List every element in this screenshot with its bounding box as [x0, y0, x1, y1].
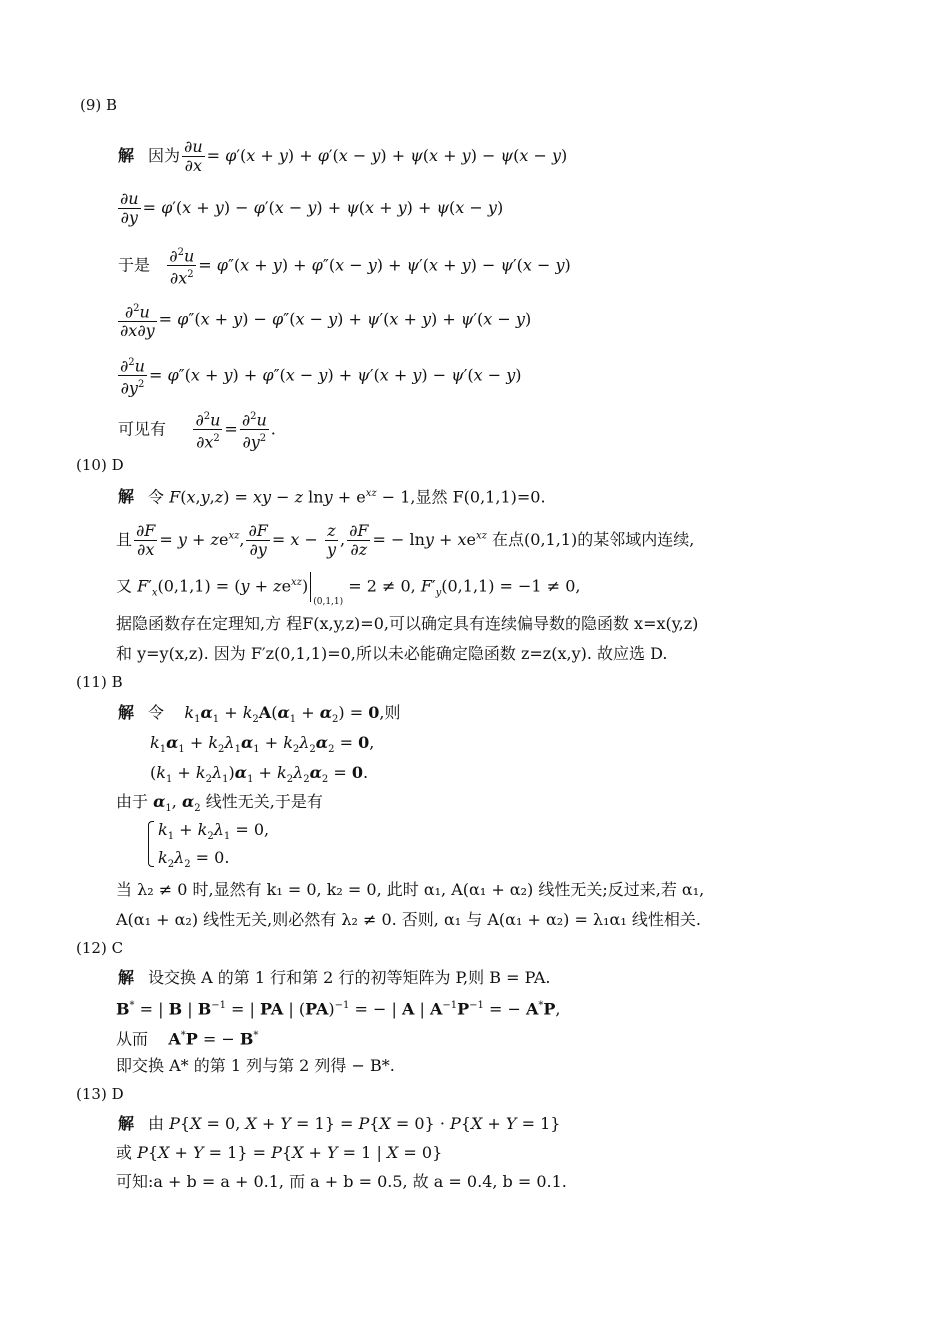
q10-line-5: 和 y=y(x,z). 因为 F′z(0,1,1)=0,所以未必能确定隐函数 z=z(x,y). 故应选 D. — [116, 644, 668, 663]
q12-line1-text: 设交换 A 的第 1 行和第 2 行的初等矩阵为 P,则 B = PA. — [148, 968, 551, 987]
q10-line-4: 据隐函数存在定理知,方 程F(x,y,z)=0,可以确定具有连续偏导数的隐函数 x=x(y,z) — [116, 614, 699, 633]
q13-line-2: 或 P{X + Y = 1} = P{X + Y = 1 | X = 0} — [116, 1143, 443, 1162]
jie-label: 解 — [118, 703, 135, 722]
jie-label: 解 — [118, 487, 135, 507]
q12-line-1 — [118, 968, 551, 988]
q11-line-4: 由于 $\alpha_1$, $\alpha_2$ 线性无关,于是有 — [116, 792, 323, 815]
q9-line-4: $\frac{\partial^2u}{\partial x\partial y}$ = φ″(x + y) − φ″(x − y) + ψ′(x + y) + ψ′(x − y) — [116, 300, 531, 340]
huo-label: 或 — [116, 1143, 133, 1162]
q13-line-1: 解 由 P{X = 0, X + Y = 1} = P{X = 0} · P{X + Y = 1} — [118, 1114, 561, 1133]
q10-line-2: 且 $\frac{\partial F}{\partial x}$ = $y + ze^{xz}$, $\frac{\partial F}{\partial y}$ = x − $\frac{z}{y}$ , $\frac{\partial F}{\partial z}$ = − $\ln y + xe^{xz}$ 在点(0,1,1)的某邻域内连续, — [116, 521, 695, 559]
answer-10-header: (10) D — [76, 456, 124, 474]
you-label: 又 — [116, 576, 133, 596]
answer-11-header: (11) B — [76, 673, 123, 691]
q11-line-2: $k_1\alpha_1 + k_2\lambda_1\alpha_1 + k_2\lambda_2\alpha_2 = 0$, — [150, 733, 375, 756]
q11-line-7: 当 λ₂ ≠ 0 时,显然有 k₁ = 0, k₂ = 0, 此时 α₁, A(α₁ + α₂) 线性无关;反过来,若 α₁, — [116, 880, 705, 899]
q11-line4-text: 线性无关,于是有 — [205, 792, 323, 811]
jie-label: 解 — [118, 1114, 135, 1133]
q13-line-3 — [116, 1172, 567, 1192]
q10-line-3: 又 $F'_x(0,1,1) = (y + ze^{xz})_{(0,1,1)} = 2 \ne 0$, $F'_y(0,1,1) = -1 \ne 0$, — [116, 572, 580, 604]
q9-line-2: $\frac{\partial u}{\partial y}$ = φ′(x + y) − φ′(x − y) + ψ(x + y) + ψ(x − y) — [120, 189, 504, 227]
ze-label: 则 — [384, 703, 401, 722]
qie-label: 且 — [116, 530, 133, 549]
jie-label: 解 — [118, 146, 135, 165]
q10-line1-tail: ,显然 F(0,1,1)=0. — [410, 487, 546, 507]
yushi-label: 于是 — [118, 255, 151, 275]
q9-line-5: $\frac{\partial^2u}{\partial y^2}$ = φ″(x + y) + φ″(x − y) + ψ′(x + y) − ψ′(x − y) — [116, 354, 522, 398]
answer-9-header: (9) B — [80, 96, 118, 114]
q13-line3-text: a + b = a + 0.1, 而 a + b = 0.5, 故 a = 0.4, b = 0.1. — [153, 1172, 567, 1191]
kezhi-label: 可知: — [116, 1172, 154, 1191]
q9-line-3: 于是 $\frac{\partial^2u}{\partial x^2}$ = φ″(x + y) + φ″(x − y) + ψ′(x + y) − ψ′(x − y) — [118, 244, 571, 288]
q12-line-2: B* = | B | $B^{-1}$ = | PA | (PA)$^{-1}$ = − | A | $A^{-1}P^{-1}$ = − A*P, — [116, 999, 561, 1019]
you2-label: 由 — [148, 1114, 165, 1133]
answer-13-header: (13) D — [76, 1085, 124, 1103]
congr-label: 从而 — [116, 1029, 149, 1049]
q11-line-5: $k_1 + k_2\lambda_1 = 0$, — [158, 820, 270, 843]
q11-line-3: $(k_1 + k_2\lambda_1)\alpha_1 + k_2\lambda_2\alpha_2 = 0$. — [150, 763, 369, 786]
jie-label: 解 — [118, 968, 135, 987]
answer-12-header: (12) C — [76, 939, 124, 957]
q12-line-4: 即交换 A* 的第 1 列与第 2 列得 − B*. — [116, 1056, 395, 1075]
q9-line-1: 解 因为 $\frac{\partial u}{\partial x}$ = φ′(x + y) + φ′(x − y) + ψ(x + y) − ψ(x − y) — [118, 137, 568, 175]
q11-line-6: $k_2\lambda_2 = 0$. — [158, 848, 230, 871]
yinwei-label: 因为 — [148, 146, 181, 165]
q9-line-6: 可见有 $\frac{\partial^2u}{\partial x^2}$ = $\frac{\partial^2u}{\partial y^2}$ . — [118, 408, 276, 452]
kejianyou-label: 可见有 — [118, 419, 167, 439]
youyu-label: 由于 — [116, 792, 149, 811]
q12-line-3: 从而 A*P = − B* — [116, 1029, 259, 1049]
ling-label: 令 — [148, 703, 165, 722]
system-brace — [148, 821, 154, 867]
q10-line-1: 解 令 F(x,y,z) = xy − z $\ln y + e^{xz} - 1$,显然 F(0,1,1)=0. — [118, 487, 546, 507]
q11-line-1: 解 令 $k_1\alpha_1 + k_2A(\alpha_1 + \alpha_2) = 0$,则 — [118, 703, 401, 726]
ling-label: 令 — [148, 487, 165, 507]
q11-line-8: A(α₁ + α₂) 线性无关,则必然有 λ₂ ≠ 0. 否则, α₁ 与 A(α₁ + α₂) = λ₁α₁ 线性相关. — [116, 910, 701, 929]
q10-line2-tail: 在点(0,1,1)的某邻域内连续, — [492, 530, 695, 549]
